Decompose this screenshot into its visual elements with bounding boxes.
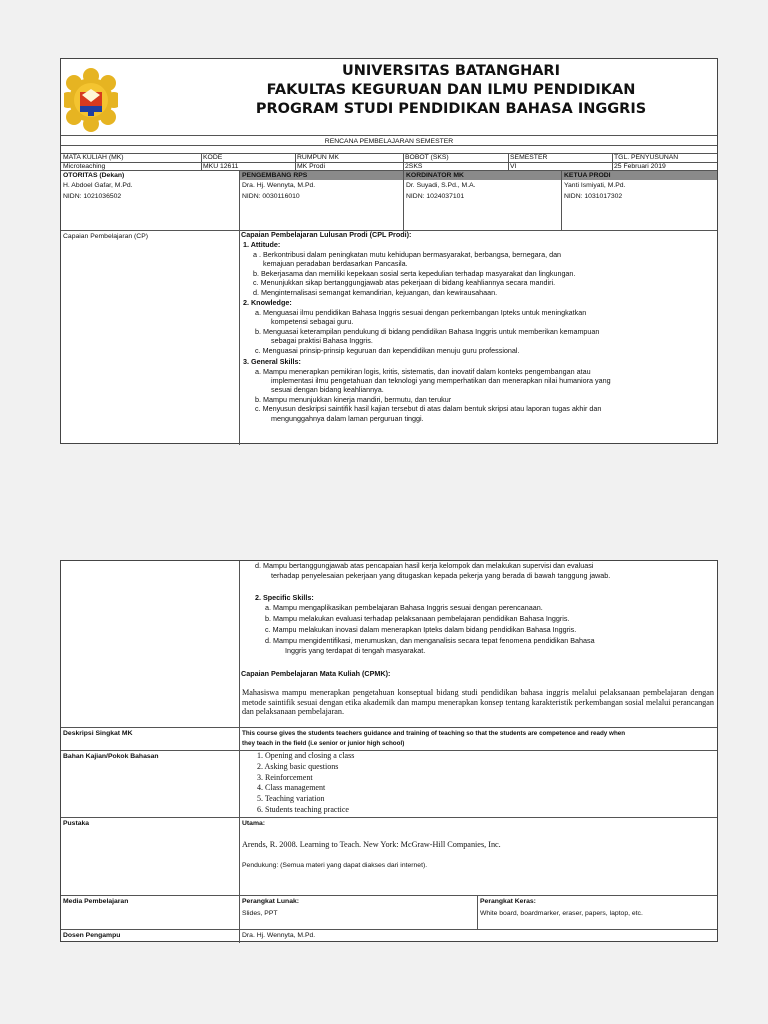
divider: [239, 561, 240, 943]
cpl-section-title: 1. Attitude:: [243, 240, 281, 249]
cpl-section-title: 2. Knowledge:: [243, 298, 292, 307]
rps-header-section: [60, 58, 718, 444]
cpl-item: c. Mampu melakukan inovasi dalam menerapkan Ipteks dalam bidang pendidikan Bahasa Inggris.: [265, 625, 577, 634]
course-label: KODE: [203, 154, 223, 161]
bahan-item: 6. Students teaching practice: [257, 805, 349, 814]
cpl-item-cont: kemajuan peradaban berdasarkan Pancasila.: [263, 259, 408, 268]
cpl-item: a. Mampu mengaplikasikan pembelajaran Bahasa Inggris sesuai dengan perencanaan.: [265, 603, 543, 612]
otoritas-nidn: NIDN: 1021036502: [63, 193, 122, 200]
dosen-label: Dosen Pengampu: [63, 932, 121, 939]
course-value: 2SKS: [405, 163, 423, 170]
pengembang-name: Dra. Hj. Wennyta, M.Pd.: [242, 182, 316, 189]
pustaka-utama: Utama:: [242, 820, 266, 827]
pengembang-nidn: NIDN: 0030116010: [242, 193, 300, 200]
ketua-label: KETUA PRODI: [562, 171, 717, 180]
divider: [612, 153, 613, 170]
bahan-item: 1. Opening and closing a class: [257, 751, 355, 760]
cpl-item: d. Mampu mengidentifikasi, merumuskan, dan menganalisis secara tepat fenomena pendidikan Bahasa: [265, 636, 595, 645]
cp-label: Capaian Pembelajaran (CP): [63, 233, 149, 240]
cpl-section-title: 2. Specific Skills:: [255, 593, 314, 602]
cpmk-heading: Capaian Pembelajaran Mata Kuliah (CPMK):: [241, 669, 391, 678]
cpl-item: d. Menginternalisasi semangat kemandirian, kejuangan, dan kewirausahaan.: [253, 288, 498, 297]
cpl-item-cont: terhadap penyelesaian pekerjaan yang ditugaskan kepada pekerja yang berada di bawah tanggung jawab.: [271, 571, 611, 580]
pustaka-label: Pustaka: [63, 820, 90, 827]
cpl-item-cont: mengunggahnya dalam laman perguruan tinggi.: [271, 414, 424, 423]
cpl-item-cont: sebagai praktisi Bahasa Inggris.: [271, 336, 373, 345]
course-label: TGL. PENYUSUNAN: [614, 154, 679, 161]
pustaka-reference: Arends, R. 2008. Learning to Teach. New York: McGraw-Hill Companies, Inc.: [242, 840, 501, 849]
divider: [61, 817, 717, 818]
university-name: UNIVERSITAS BATANGHARI: [341, 63, 560, 79]
university-crest-icon: [64, 62, 118, 144]
divider: [403, 153, 404, 170]
dosen-value: Dra. Hj. Wennyta, M.Pd.: [242, 932, 316, 939]
koordinator-nidn: NIDN: 1024037101: [406, 193, 465, 200]
koordinator-name: Dr. Suyadi, S.Pd., M.A.: [406, 182, 476, 189]
ketua-name: Yanti Ismiyati, M.Pd.: [564, 182, 626, 189]
cpl-item: b. Mampu melakukan evaluasi terhadap pelaksanaan pembelajaran pendidikan Bahasa Inggris.: [265, 614, 570, 623]
cpl-heading: Capaian Pembelajaran Lulusan Prodi (CPL Prodi):: [241, 230, 412, 239]
divider: [61, 895, 717, 896]
institution-titles: [241, 62, 661, 119]
divider: [61, 929, 717, 930]
koordinator-label: KORDINATOR MK: [404, 171, 561, 180]
cpl-item: b. Menguasai keterampilan pendukung di bidang pendidikan Bahasa Inggris untuk memberikan kemampuan: [255, 327, 600, 336]
divider: [295, 153, 296, 170]
cpl-item: c. Menguasai prinsip-prinsip keguruan dan kependidikan menuju guru professional.: [255, 346, 520, 355]
course-label: RUMPUN MK: [297, 154, 339, 161]
course-value: 25 Februari 2019: [614, 163, 666, 170]
course-label: MATA KULIAH (MK): [63, 154, 124, 161]
divider: [201, 153, 202, 170]
media-label: Media Pembelajaran: [63, 898, 129, 905]
divider: [61, 727, 717, 728]
course-value: VI: [510, 163, 517, 170]
divider: [61, 135, 717, 136]
document-title: RENCANA PEMBELAJARAN SEMESTER: [324, 138, 454, 145]
bahan-label: Bahan Kajian/Pokok Bahasan: [63, 753, 159, 760]
otoritas-label: OTORITAS (Dekan): [63, 172, 125, 179]
software-label: Perangkat Lunak:: [242, 898, 300, 905]
cpl-item: c. Menunjukkan sikap bertanggungjawab atas pekerjaan di bidang keahliannya secara mandiri.: [253, 278, 556, 287]
course-value: MK Prodi: [297, 163, 325, 170]
cpmk-text: Mahasiswa mampu menerapkan pengetahuan konseptual bidang studi pendidikan bahasa inggris melalui pelaksanaan pembelajaran dengan metode saintifik sesuai dengan etika akademik dan mampu menerapkan konsep tentang karakteristik perkembangan sosial melalui perancangan dan pelaksanaan pembelajaran.: [242, 688, 714, 717]
divider: [508, 153, 509, 170]
divider: [61, 750, 717, 751]
cpl-item: c. Menyusun deskripsi saintifik hasil kajian tersebut di atas dalam bentuk skripsi atau laporan tugas akhir dan: [255, 404, 602, 413]
bahan-item: 5. Teaching variation: [257, 794, 325, 804]
ketua-nidn: NIDN: 1031017302: [564, 193, 623, 200]
course-label: SEMESTER: [510, 154, 548, 161]
deskripsi-label: Deskripsi Singkat MK: [63, 730, 133, 737]
faculty-name: FAKULTAS KEGURUAN DAN ILMU PENDIDIKAN: [266, 82, 636, 98]
cpl-item: b. Bekerjasama dan memiliki kepekaan sosial serta kepedulian terhadap masyarakat dan lingkungan.: [253, 269, 576, 278]
course-value: MKU 12611: [203, 163, 239, 170]
hardware-value: White board, boardmarker, eraser, papers, laptop, etc.: [480, 910, 643, 917]
divider: [477, 895, 478, 929]
software-value: Slides, PPT: [242, 910, 278, 917]
bahan-item: 3. Reinforcement: [257, 772, 313, 782]
cpl-item: a . Berkontribusi dalam peningkatan mutu kehidupan bermasyarakat, berbangsa, bernegara, dan: [253, 250, 562, 259]
cpl-item-cont: implementasi ilmu pengetahuan dan teknologi yang memperhatikan dan menerapkan nilai humaniora yang: [271, 376, 611, 385]
bahan-item: 2. Asking basic questions: [257, 761, 339, 771]
otoritas-name: H. Abdoel Gafar, M.Pd.: [63, 182, 133, 189]
pustaka-pendukung: Pendukung: (Semua materi yang dapat diakses dari internet).: [242, 862, 428, 869]
cpl-item-cont: Inggris yang terdapat di tengah masyarakat.: [285, 646, 426, 655]
cpl-item-cont: kompetensi sebagai guru.: [271, 317, 354, 326]
bahan-item: 4. Class management: [257, 783, 326, 793]
rps-detail-section: [60, 560, 718, 942]
course-label: BOBOT (SKS): [405, 154, 449, 161]
program-name: PROGRAM STUDI PENDIDIKAN BAHASA INGGRIS: [255, 101, 647, 117]
cpl-item: b. Mampu menunjukkan kinerja mandiri, bermutu, dan terukur: [255, 395, 452, 404]
course-value: Microteaching: [63, 163, 106, 170]
pengembang-label: PENGEMBANG RPS: [240, 171, 403, 180]
cpl-item: a. Mampu menerapkan pemikiran logis, kritis, sistematis, dan inovatif dalam konteks pengembangan atau: [255, 367, 591, 376]
divider: [239, 170, 240, 445]
cpl-item-cont: sesuai dengan bidang keahliannya.: [271, 385, 384, 394]
cpl-item: d. Mampu bertanggungjawab atas pencapaian hasil kerja kelompok dan melakukan supervisi dan evaluasi: [255, 561, 594, 570]
hardware-label: Perangkat Keras:: [480, 898, 536, 905]
cpl-item: a. Menguasai ilmu pendidikan Bahasa Inggris sesuai dengan perkembangan Ipteks untuk meningkatkan: [255, 308, 587, 317]
cpl-section-title: 3. General Skills:: [243, 357, 301, 366]
deskripsi-text: they teach in the field (i.e senior or junior high school): [242, 740, 405, 747]
deskripsi-text: This course gives the students teachers guidance and training of teaching so that the students are competence and ready when: [242, 730, 626, 737]
cpl-content: [241, 231, 711, 443]
